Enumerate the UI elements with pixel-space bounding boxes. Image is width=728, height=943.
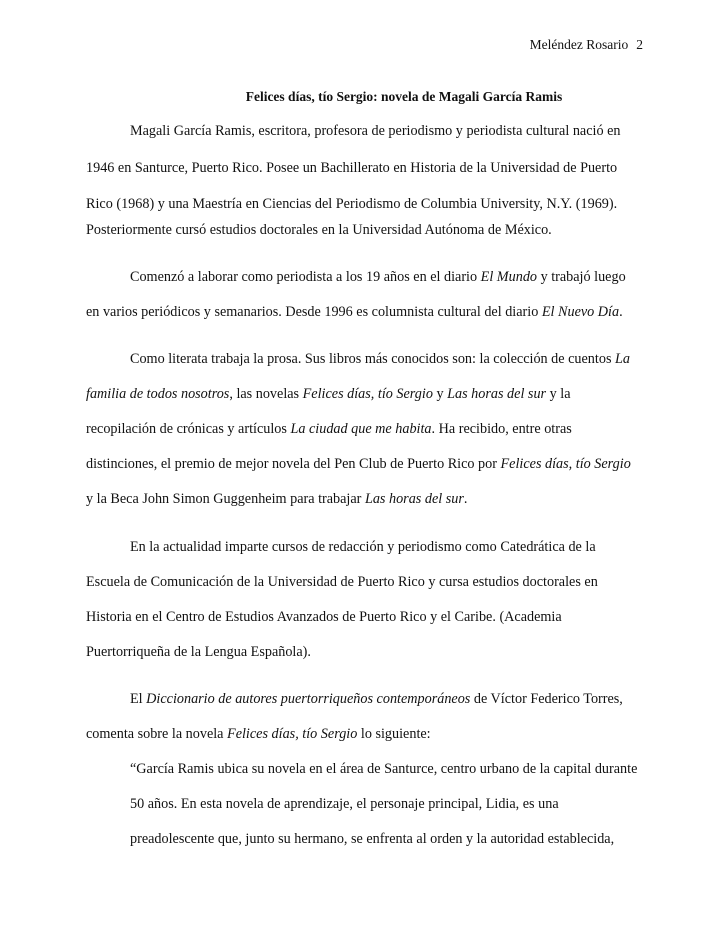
text-segment: comenta sobre la novela xyxy=(86,726,228,742)
italic-title-text: Felices días, tío Sergio xyxy=(302,386,433,402)
text-segment: y trabajó luego xyxy=(537,269,626,285)
text-line xyxy=(86,573,598,591)
text-segment: y la xyxy=(546,386,571,402)
text-segment: . xyxy=(463,491,468,507)
text-segment: En la actualidad imparte cursos de redacción y periodismo como Catedrática de la xyxy=(130,539,596,555)
text-line xyxy=(130,350,630,368)
text-segment: lo siguiente: xyxy=(357,726,431,742)
text-line xyxy=(130,122,620,140)
text-segment: “García Ramis ubica su novela en el área de Santurce, centro urbano de la capital durante xyxy=(130,761,638,777)
text-line xyxy=(86,303,623,321)
text-segment: recopilación de crónicas y artículos xyxy=(86,421,291,437)
text-segment: de Víctor Federico Torres, xyxy=(470,691,623,707)
document-title: Felices días, tío Sergio: novela de Magali García Ramis xyxy=(245,89,563,104)
text-segment: . Ha recibido, entre otras xyxy=(431,421,572,437)
text-segment: Escuela de Comunicación de la Universidad de Puerto Rico y cursa estudios doctorales en xyxy=(86,574,598,590)
running-header xyxy=(530,37,643,53)
text-line xyxy=(86,725,431,743)
italic-title-text: Felices días, tío Sergio xyxy=(227,726,358,742)
text-segment: Comenzó a laborar como periodista a los 19 años en el diario xyxy=(130,269,481,285)
text-segment: 1946 en Santurce, Puerto Rico. Posee un Bachillerato en Historia de la Universidad de Puerto xyxy=(86,160,618,176)
text-segment: Historia en el Centro de Estudios Avanzados de Puerto Rico y el Caribe. (Academia xyxy=(86,609,562,625)
text-line xyxy=(86,195,617,213)
text-segment: en varios periódicos y semanarios. Desde 1996 es columnista cultural del diario xyxy=(86,304,542,320)
header-author: Meléndez Rosario xyxy=(529,37,629,52)
text-segment: El xyxy=(130,691,147,707)
text-segment: y la Beca John Simon Guggenheim para trabajar xyxy=(86,491,365,507)
text-line xyxy=(130,830,614,848)
text-line xyxy=(86,455,631,473)
text-segment: Puertorriqueña de la Lengua Española). xyxy=(86,644,311,660)
text-segment: Posteriormente cursó estudios doctorales en la Universidad Autónoma de México. xyxy=(86,222,552,238)
text-line xyxy=(130,268,626,286)
text-segment: . xyxy=(619,304,623,320)
text-segment: y xyxy=(432,386,448,402)
text-line xyxy=(86,159,617,177)
text-line xyxy=(86,420,572,438)
text-segment: Magali García Ramis, escritora, profesora de periodismo y periodista cultural nació en xyxy=(130,123,621,139)
italic-title-text: familia de todos nosotros xyxy=(86,386,230,402)
italic-title-text: Diccionario de autores puertorriqueños contemporáneos xyxy=(146,691,471,707)
italic-title-text: El Nuevo Día xyxy=(541,304,620,320)
page-number: 2 xyxy=(636,37,643,52)
text-segment: distinciones, el premio de mejor novela del Pen Club de Puerto Rico por xyxy=(86,456,501,472)
italic-title-text: La xyxy=(615,351,630,367)
text-line xyxy=(86,490,467,508)
italic-title-text: Las horas del sur xyxy=(364,491,464,507)
italic-title-text: La ciudad que me habita xyxy=(290,421,432,437)
italic-title-text: Felices días, tío Sergio xyxy=(500,456,631,472)
text-segment: Rico (1968) y una Maestría en Ciencias del Periodismo de Columbia University, N.Y. (1969). xyxy=(86,196,618,212)
text-line xyxy=(130,795,559,813)
text-line xyxy=(130,760,637,778)
text-line xyxy=(86,221,552,239)
italic-title-text: El Mundo xyxy=(480,269,538,285)
italic-title-text: Las horas del sur xyxy=(447,386,547,402)
text-line xyxy=(130,538,596,556)
text-line xyxy=(86,608,562,626)
text-line xyxy=(86,643,311,661)
text-segment: 50 años. En esta novela de aprendizaje, el personaje principal, Lidia, es una xyxy=(130,796,559,812)
text-segment: preadolescente que, junto su hermano, se enfrenta al orden y la autoridad establecida, xyxy=(130,831,615,847)
text-segment: , las novelas xyxy=(229,386,303,402)
text-line xyxy=(86,385,571,403)
text-line xyxy=(130,690,623,708)
text-segment: Como literata trabaja la prosa. Sus libros más conocidos son: la colección de cuentos xyxy=(130,351,616,367)
